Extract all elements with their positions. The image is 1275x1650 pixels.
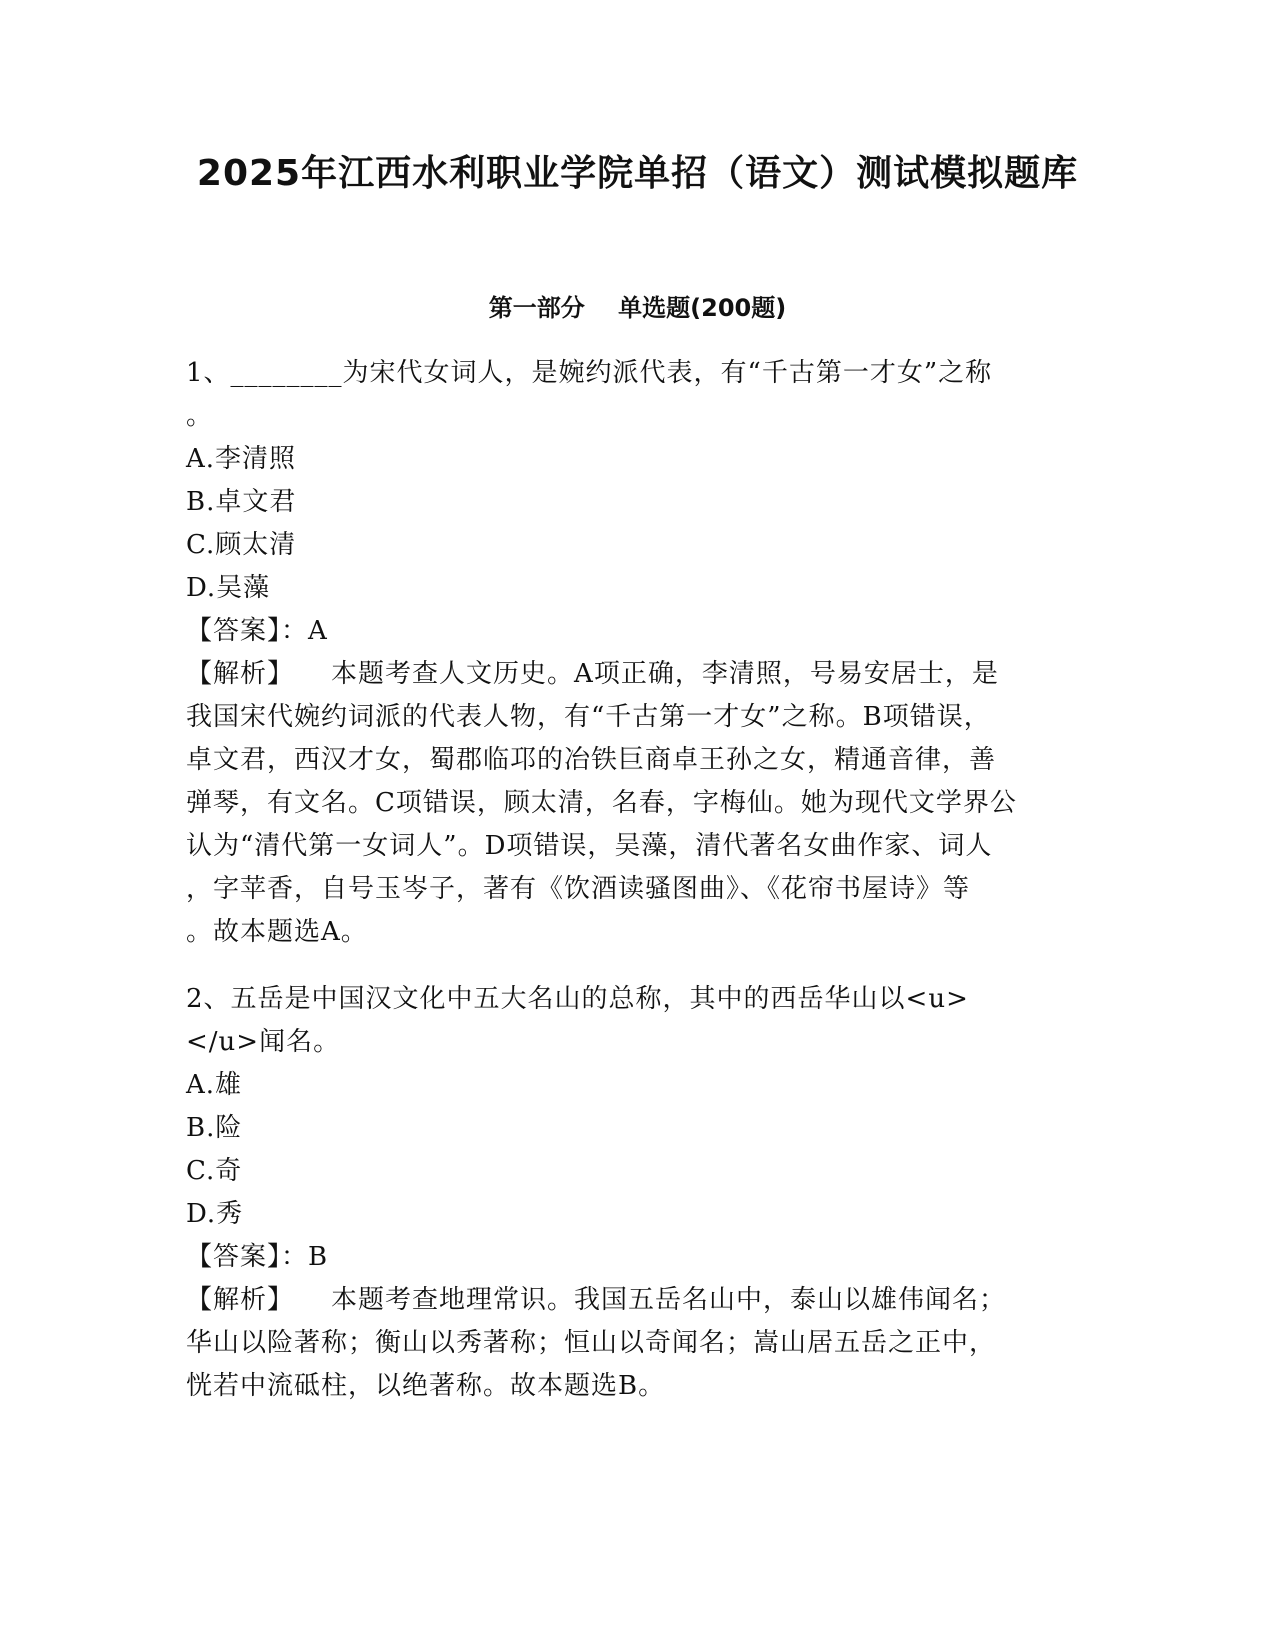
question-stem-line: 1、________为宋代女词人，是婉约派代表，有“千古第一才女”之称 <box>186 358 993 388</box>
explanation-line: 我国宋代婉约词派的代表人物，有“千古第一才女”之称。B项错误， <box>186 702 991 732</box>
option-d: D.吴藻 <box>186 573 271 603</box>
question-stem-line: 。 <box>186 401 214 431</box>
explanation-line: 卓文君，西汉才女，蜀郡临邛的冶铁巨商卓王孙之女，精通音律，善 <box>186 745 997 775</box>
option-a: A.雄 <box>186 1070 243 1100</box>
explanation <box>186 653 1086 954</box>
option-b: B.险 <box>186 1113 243 1143</box>
question-stem-line: 2、五岳是中国汉文化中五大名山的总称，其中的西岳华山以<u> <box>186 984 969 1014</box>
explanation-line: 弹琴，有文名。C项错误，顾太清，名春，字梅仙。她为现代文学界公 <box>186 788 1017 818</box>
explanation-line: 认为“清代第一女词人”。D项错误，吴藻，清代著名女曲作家、词人 <box>186 831 993 861</box>
explanation-line: 华山以险著称；衡山以秀著称；恒山以奇闻名；嵩山居五岳之正中， <box>186 1328 997 1358</box>
explanation-line: 。故本题选A。 <box>186 917 368 947</box>
document-title: 2025年江西水利职业学院单招（语文）测试模拟题库 <box>196 153 1079 194</box>
question-1 <box>186 352 1086 954</box>
explanation-line: 【解析】 本题考查地理常识。我国五岳名山中，泰山以雄伟闻名； <box>186 1285 1007 1315</box>
explanation-line: ，字苹香，自号玉岑子，著有《饮酒读骚图曲》、《花帘书屋诗》等 <box>186 874 971 904</box>
section-title: 第一部分 单选题(200题) <box>488 294 787 322</box>
question-2 <box>186 978 1086 1408</box>
option-c: C.奇 <box>186 1156 243 1186</box>
option-c: C.顾太清 <box>186 530 297 560</box>
explanation <box>186 1279 1086 1408</box>
answer-line: 【答案】：A <box>186 616 328 646</box>
option-a: A.李清照 <box>186 444 297 474</box>
answer-line: 【答案】：B <box>186 1242 329 1272</box>
explanation-line: 【解析】 本题考查人文历史。A项正确，李清照，号易安居士，是 <box>186 659 999 689</box>
option-b: B.卓文君 <box>186 487 297 517</box>
question-stem-line: </u>闻名。 <box>186 1027 341 1057</box>
question-list <box>186 352 1086 1408</box>
explanation-line: 恍若中流砥柱，以绝著称。故本题选B。 <box>186 1371 666 1401</box>
option-d: D.秀 <box>186 1199 244 1229</box>
